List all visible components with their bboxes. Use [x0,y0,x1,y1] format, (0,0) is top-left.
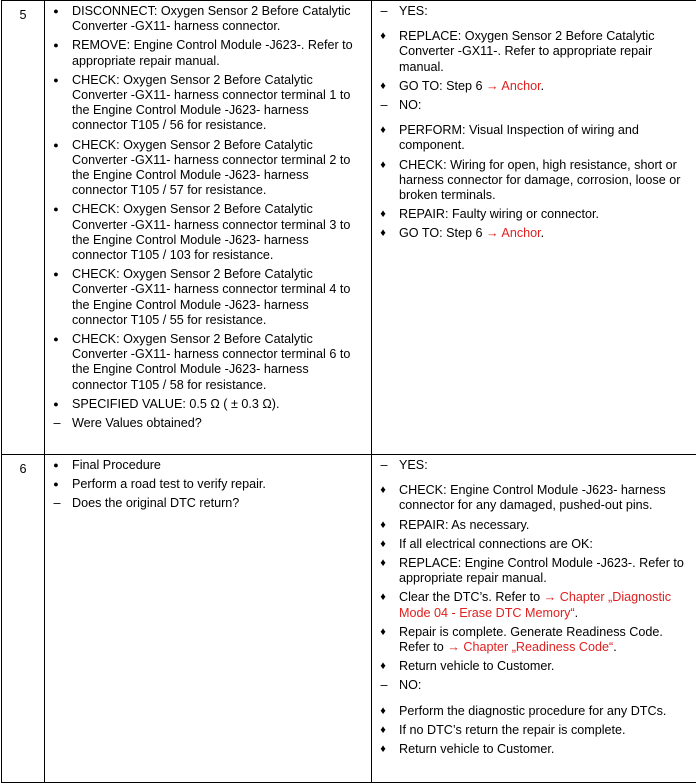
list-item [399,483,691,513]
item-text: Does the original DTC return? [72,496,239,510]
diagnostic-steps-table [1,0,696,783]
list-item [399,742,691,757]
cross-reference-link[interactable]: → Chapter „Diagnostic Mode 04 - Erase DTC Memory“ [399,590,671,619]
question-item [72,416,363,431]
item-text: Were Values obtained? [72,416,202,430]
item-text: NO: [399,678,421,692]
diamond-bullet-icon: ♦ [376,207,390,222]
item-text: PERFORM: Visual Inspection of wiring and component. [399,123,639,152]
step-actions-cell [45,1,372,455]
question-item [399,678,691,693]
item-text: CHECK: Oxygen Sensor 2 Before Catalytic Converter -GX11- harness connector terminal 3 to the Engine Control Module -J623- harness connector T105 / 103 for resistance. [72,202,350,262]
result-list [372,455,696,757]
dash-marker-icon: – [50,496,64,511]
question-item [399,98,691,113]
list-item [399,123,691,153]
diamond-bullet-icon: ♦ [376,518,390,533]
item-text: CHECK: Oxygen Sensor 2 Before Catalytic Converter -GX11- harness connector terminal 1 to the Engine Control Module -J623- harness connector T105 / 56 for resistance. [72,73,350,133]
cross-reference-link[interactable]: → Chapter „Readiness Code“ [447,640,613,654]
list-item [399,207,691,222]
diamond-bullet-icon: ♦ [376,556,390,571]
item-text: SPECIFIED VALUE: 0.5 Ω ( ± 0.3 Ω). [72,397,279,411]
diamond-bullet-icon: ♦ [376,483,390,498]
diamond-bullet-icon: ♦ [376,29,390,44]
item-text: Perform the diagnostic procedure for any DTCs. [399,704,666,718]
diamond-bullet-icon: ♦ [376,590,390,605]
item-text: REPLACE: Engine Control Module -J623-. Refer to appropriate repair manual. [399,556,684,585]
list-item [399,79,691,94]
list-item [72,73,363,134]
dash-marker-icon: – [377,458,391,473]
bullet-icon: ● [49,138,63,153]
diamond-bullet-icon: ♦ [376,158,390,173]
bullet-icon: ● [49,332,63,347]
diamond-bullet-icon: ♦ [376,704,390,719]
item-text: Return vehicle to Customer. [399,742,554,756]
item-text: CHECK: Oxygen Sensor 2 Before Catalytic Converter -GX11- harness connector terminal 6 to the Engine Control Module -J623- harness connector T105 / 58 for resistance. [72,332,350,392]
list-item [399,29,691,75]
item-text: Clear the DTC’s. Refer to [399,590,544,604]
bullet-icon: ● [49,202,63,217]
item-text: REPLACE: Oxygen Sensor 2 Before Catalytic Converter -GX11-. Refer to appropriate repair manual. [399,29,655,73]
diamond-bullet-icon: ♦ [376,226,390,241]
bullet-icon: ● [49,397,63,412]
diamond-bullet-icon: ♦ [376,79,390,94]
diamond-bullet-icon: ♦ [376,123,390,138]
cross-reference-link[interactable]: → Anchor [486,226,541,240]
item-text: CHECK: Oxygen Sensor 2 Before Catalytic Converter -GX11- harness connector terminal 4 to the Engine Control Module -J623- harness connector T105 / 55 for resistance. [72,267,350,327]
dash-marker-icon: – [50,416,64,431]
dash-marker-icon: – [377,678,391,693]
item-text: NO: [399,98,421,112]
list-item [399,625,691,655]
list-item [399,659,691,674]
step-row-6 [2,455,696,783]
diamond-bullet-icon: ♦ [376,625,390,640]
list-item [399,723,691,738]
cross-reference-link[interactable]: → Anchor [486,79,541,93]
step-actions-cell [45,455,372,783]
list-item [72,267,363,328]
question-item [72,496,363,511]
action-list [45,455,371,512]
item-suffix: . [541,79,545,93]
item-text: GO TO: Step 6 [399,79,486,93]
item-text: Repair is complete. Generate Readiness Code. Refer to [399,625,663,654]
bullet-icon: ● [49,38,63,53]
item-text: YES: [399,4,428,18]
item-text: REMOVE: Engine Control Module -J623-. Refer to appropriate repair manual. [72,38,353,67]
item-text: REPAIR: Faulty wiring or connector. [399,207,599,221]
question-item [399,4,691,19]
item-suffix: . [613,640,617,654]
step-number: 5 [2,1,45,455]
diamond-bullet-icon: ♦ [376,723,390,738]
bullet-icon: ● [49,477,63,492]
action-list [45,1,371,431]
dash-marker-icon: – [377,98,391,113]
step-row-5 [2,1,696,455]
list-item [72,332,363,393]
diamond-bullet-icon: ♦ [376,659,390,674]
list-item [399,226,691,241]
item-text: GO TO: Step 6 [399,226,486,240]
bullet-icon: ● [49,4,63,19]
list-item [72,38,363,68]
item-text: CHECK: Oxygen Sensor 2 Before Catalytic Converter -GX11- harness connector terminal 2 to the Engine Control Module -J623- harness connector T105 / 57 for resistance. [72,138,350,198]
list-item [72,138,363,199]
item-suffix: . [575,606,579,620]
item-text: DISCONNECT: Oxygen Sensor 2 Before Catalytic Converter -GX11- harness connector. [72,4,351,33]
item-text: Perform a road test to verify repair. [72,477,266,491]
list-item [399,537,691,552]
bullet-icon: ● [49,267,63,282]
step-results-cell [372,455,696,783]
item-text: Final Procedure [72,458,161,472]
list-item [399,158,691,204]
list-item [72,397,363,412]
list-item [72,458,363,473]
dash-marker-icon: – [377,4,391,19]
list-item [72,4,363,34]
item-text: REPAIR: As necessary. [399,518,529,532]
step-number: 6 [2,455,45,783]
list-item [399,556,691,586]
diamond-bullet-icon: ♦ [376,742,390,757]
item-text: If all electrical connections are OK: [399,537,593,551]
list-item [72,477,363,492]
step-results-cell [372,1,696,455]
list-item [399,518,691,533]
bullet-icon: ● [49,73,63,88]
item-text: CHECK: Wiring for open, high resistance, short or harness connector for damage, corrosion, loose or broken terminals. [399,158,680,202]
list-item [72,202,363,263]
list-item [399,704,691,719]
question-item [399,458,691,473]
item-text: If no DTC’s return the repair is complete. [399,723,626,737]
item-suffix: . [541,226,545,240]
bullet-icon: ● [49,458,63,473]
list-item [399,590,691,620]
result-list [372,1,696,242]
item-text: YES: [399,458,428,472]
diamond-bullet-icon: ♦ [376,537,390,552]
item-text: Return vehicle to Customer. [399,659,554,673]
item-text: CHECK: Engine Control Module -J623- harness connector for any damaged, pushed-out pins. [399,483,666,512]
